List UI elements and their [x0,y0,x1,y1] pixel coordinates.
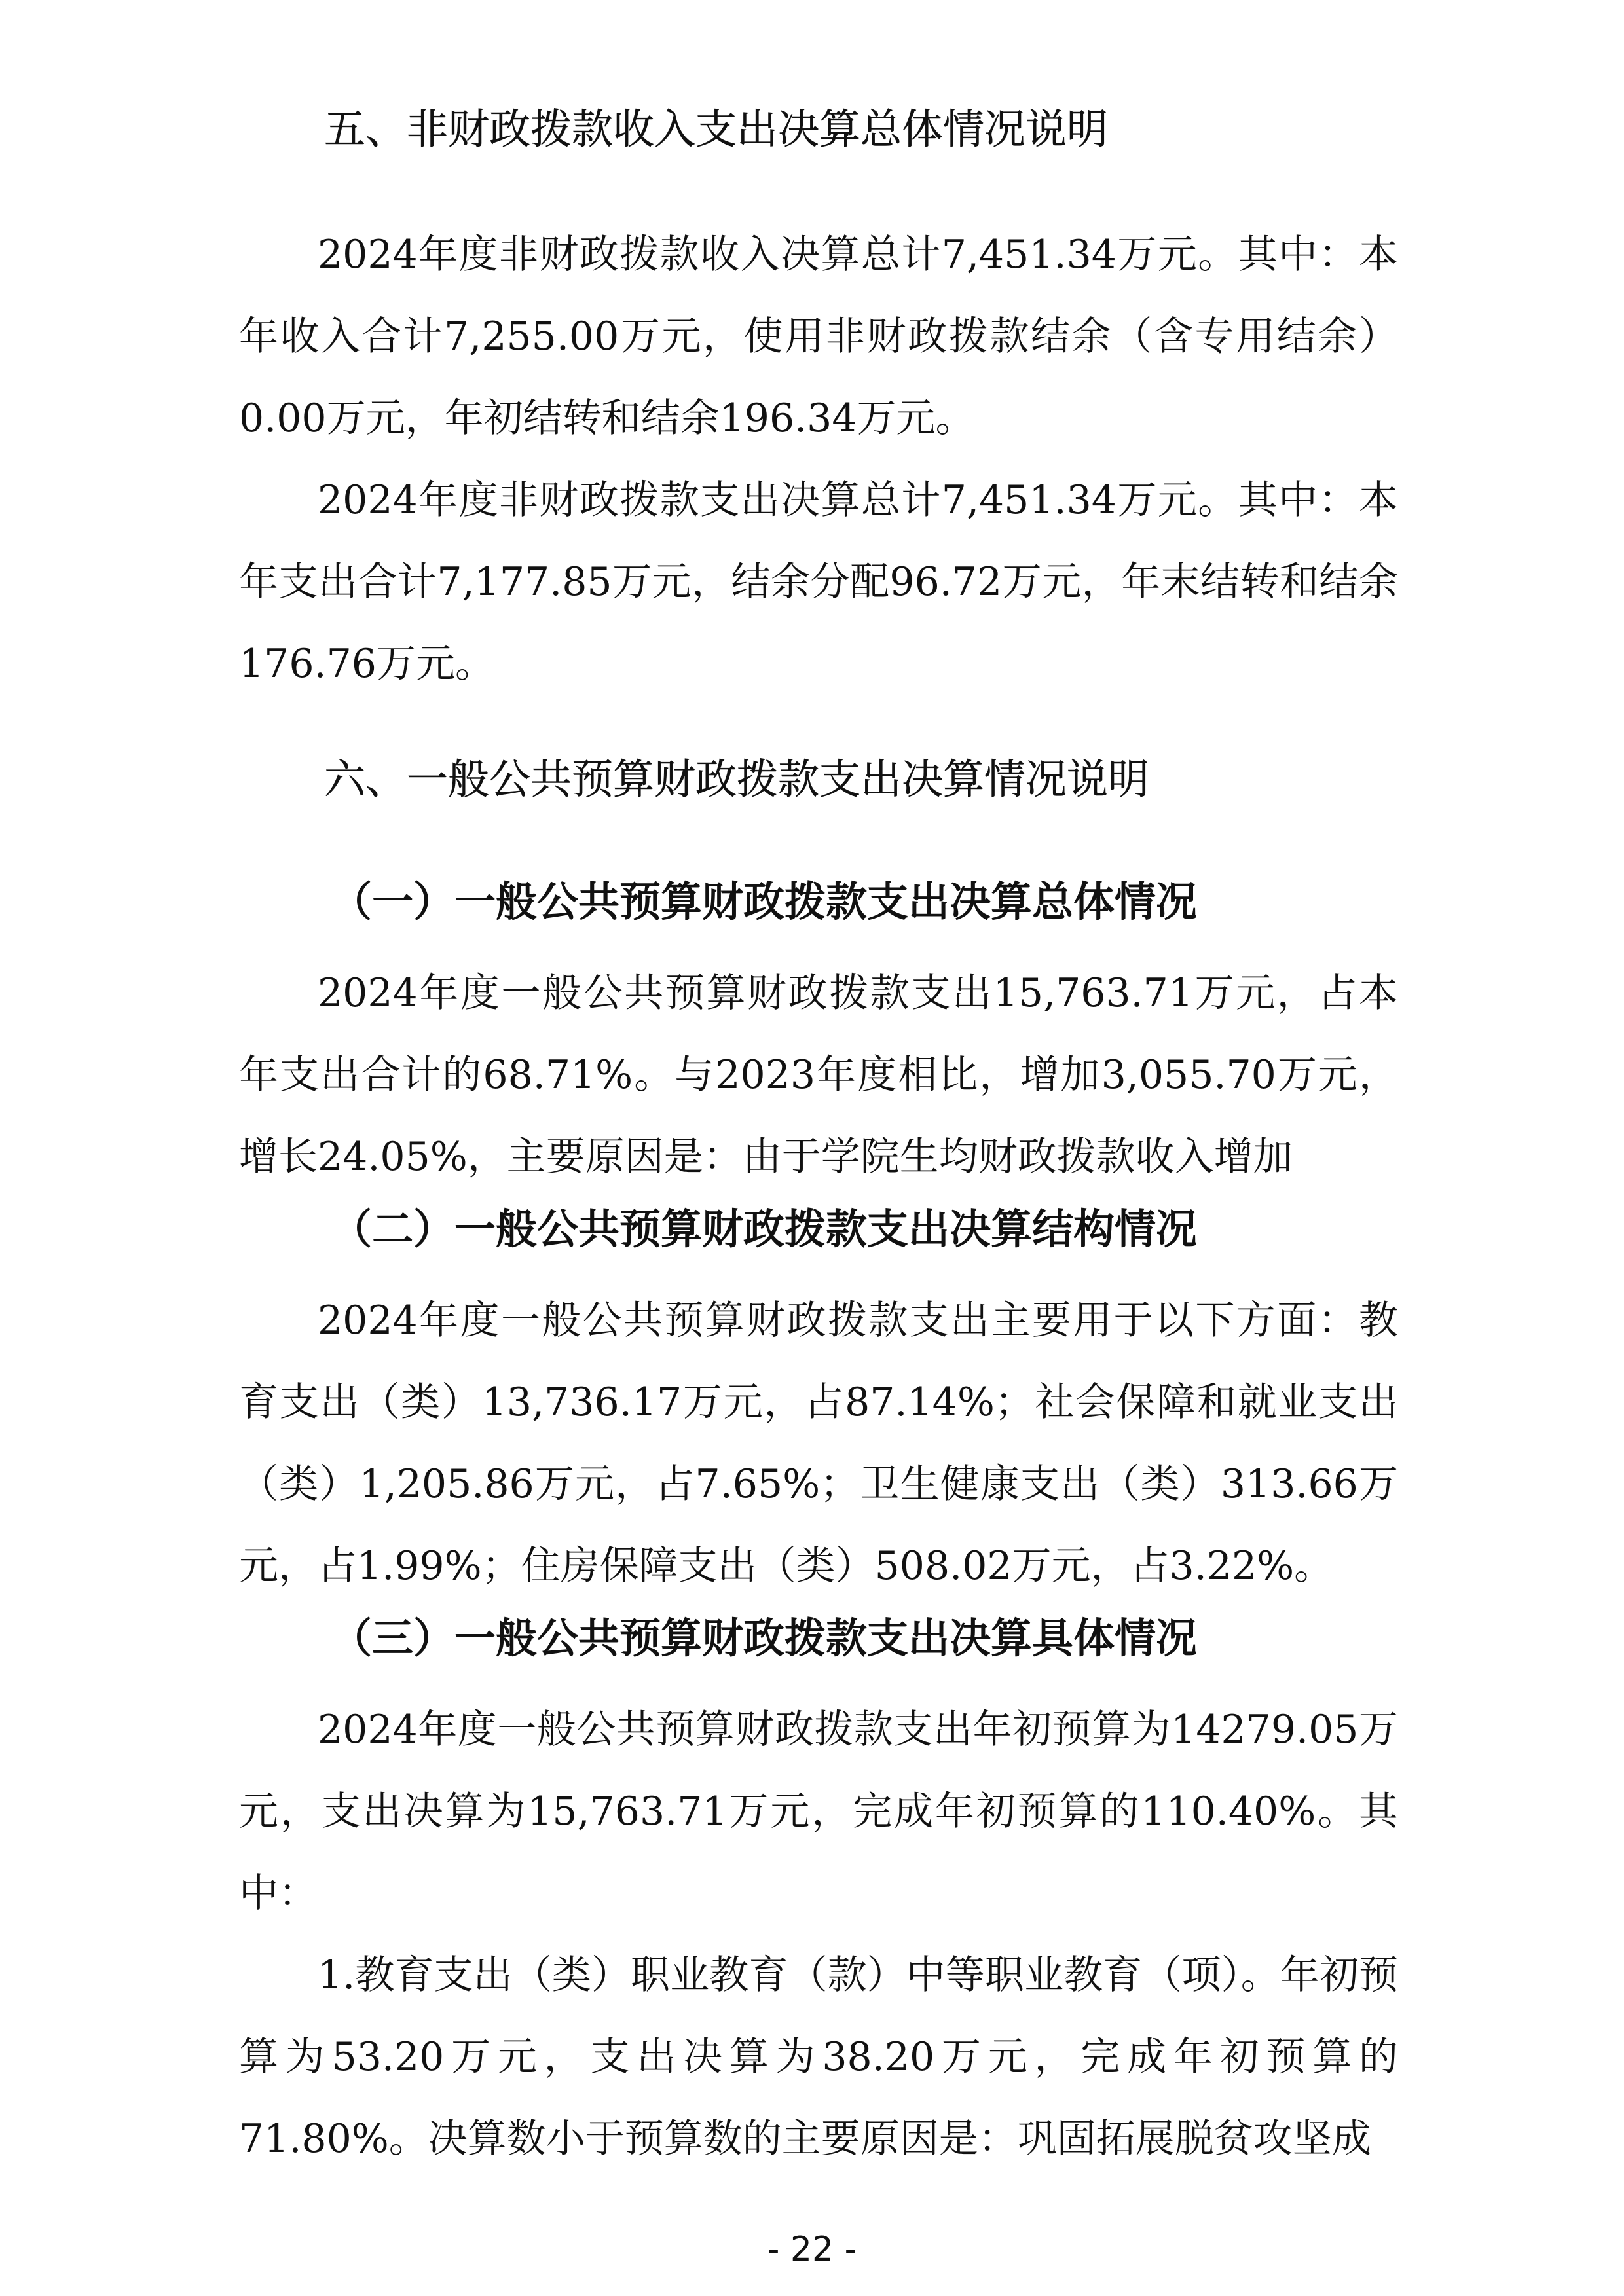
section-6-3-paragraph-item-1: 1.教育支出（类）职业教育（款）中等职业教育（项）。年初预算为53.20万元，支出决算为38.20万元，完成年初预算的71.80%。决算数小于预算数的主要原因是：巩固拓展脱贫攻坚成 [239,1952,1398,2162]
section-5-heading: 五、非财政拨款收入支出决算总体情况说明 [324,105,1108,153]
section-6-1-heading: （一）一般公共预算财政拨款支出决算总体情况 [331,878,1197,926]
section-6-heading: 六、一般公共预算财政拨款支出决算情况说明 [324,756,1149,803]
section-6-3-heading: （三）一般公共预算财政拨款支出决算具体情况 [331,1614,1197,1662]
section-5-paragraph-expenditure: 2024年度非财政拨款支出决算总计7,451.34万元。其中：本年支出合计7,177.85万元，结余分配96.72万元，年末结转和结余176.76万元。 [239,477,1398,687]
section-6-2-heading: （二）一般公共预算财政拨款支出决算结构情况 [331,1205,1197,1253]
section-6-3-paragraph-summary: 2024年度一般公共预算财政拨款支出年初预算为14279.05万元，支出决算为15,763.71万元，完成年初预算的110.40%。其中： [239,1707,1398,1916]
section-6-1-paragraph: 2024年度一般公共预算财政拨款支出15,763.71万元，占本年支出合计的68.71%。与2023年度相比，增加3,055.70万元，增长24.05%，主要原因是：由于学院生均财政拨款收入增加 [239,970,1398,1180]
section-6-2-paragraph: 2024年度一般公共预算财政拨款支出主要用于以下方面：教育支出（类）13,736.17万元，占87.14%；社会保障和就业支出（类）1,205.86万元，占7.65%；卫生健康支出（类）313.66万元，占1.99%；住房保障支出（类）508.02万元，占3.22%。 [239,1298,1398,1589]
page-number: - 22 - [767,2230,857,2269]
section-5-paragraph-income: 2024年度非财政拨款收入决算总计7,451.34万元。其中：本年收入合计7,255.00万元，使用非财政拨款结余（含专用结余）0.00万元，年初结转和结余196.34万元。 [239,232,1398,441]
